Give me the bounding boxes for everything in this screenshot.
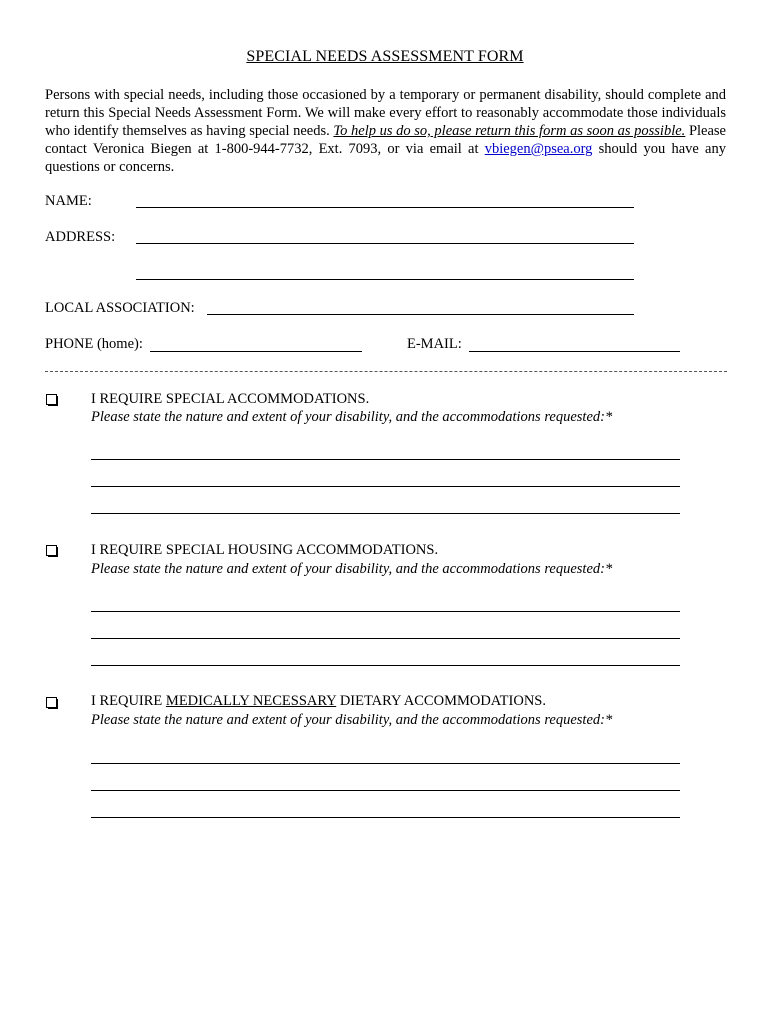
special-accommodations-checkbox[interactable]	[46, 394, 57, 405]
section-3-answer-line[interactable]	[91, 817, 680, 818]
intro-text-2: Please contact Veronica Biegen at 1-800-944-7732, Ext. 7093, or via email at	[45, 123, 726, 157]
section-3-title-prefix: I REQUIRE	[91, 693, 166, 709]
section-1-instruction: Please state the nature and extent of your disability, and the accommodations requested:*	[91, 409, 613, 425]
section-3-answer-line[interactable]	[91, 790, 680, 791]
section-1-answer-line[interactable]	[91, 459, 680, 460]
form-title: SPECIAL NEEDS ASSESSMENT FORM	[246, 48, 524, 65]
section-2-answer-line[interactable]	[91, 611, 680, 612]
section-3-instruction: Please state the nature and extent of your disability, and the accommodations requested:*	[91, 712, 613, 728]
section-3-answer-line[interactable]	[91, 763, 680, 764]
section-2-answer-line[interactable]	[91, 665, 680, 666]
section-1-title: I REQUIRE SPECIAL ACCOMMODATIONS.	[91, 391, 370, 407]
section-3-title	[91, 693, 546, 710]
section-divider	[45, 371, 727, 372]
intro-text-3: should you have any questions or concerns.	[45, 141, 726, 175]
local-association-field[interactable]	[207, 314, 634, 315]
email-field[interactable]	[469, 351, 680, 352]
name-field[interactable]	[136, 207, 634, 208]
address-field-line-2[interactable]	[136, 279, 634, 280]
section-2-instruction: Please state the nature and extent of your disability, and the accommodations requested:*	[91, 561, 613, 577]
address-label: ADDRESS:	[45, 229, 116, 245]
contact-email-link[interactable]: vbiegen@psea.org	[484, 141, 593, 157]
email-label: E-MAIL:	[407, 336, 462, 352]
phone-label: PHONE (home):	[45, 336, 143, 352]
section-3-title-suffix: DIETARY ACCOMMODATIONS.	[336, 693, 546, 709]
section-2-answer-line[interactable]	[91, 638, 680, 639]
section-1-answer-line[interactable]	[91, 486, 680, 487]
dietary-accommodations-checkbox[interactable]	[46, 697, 57, 708]
housing-accommodations-checkbox[interactable]	[46, 545, 57, 556]
intro-paragraph	[45, 86, 726, 176]
section-2-title: I REQUIRE SPECIAL HOUSING ACCOMMODATIONS.	[91, 542, 439, 558]
address-field-line-1[interactable]	[136, 243, 634, 244]
section-3-title-underlined: MEDICALLY NECESSARY	[165, 693, 337, 709]
intro-text-1: Persons with special needs, including those occasioned by a temporary or permanent disability, should complete and return this Special Needs Assessment Form. We will make every effort to reasonably accommodate those individuals who identify themselves as having special needs.	[45, 87, 726, 139]
section-1-answer-line[interactable]	[91, 513, 680, 514]
intro-emphasis: To help us do so, please return this form as soon as possible.	[333, 123, 686, 139]
name-label: NAME:	[45, 193, 92, 209]
phone-field[interactable]	[150, 351, 362, 352]
local-association-label: LOCAL ASSOCIATION:	[45, 300, 195, 316]
